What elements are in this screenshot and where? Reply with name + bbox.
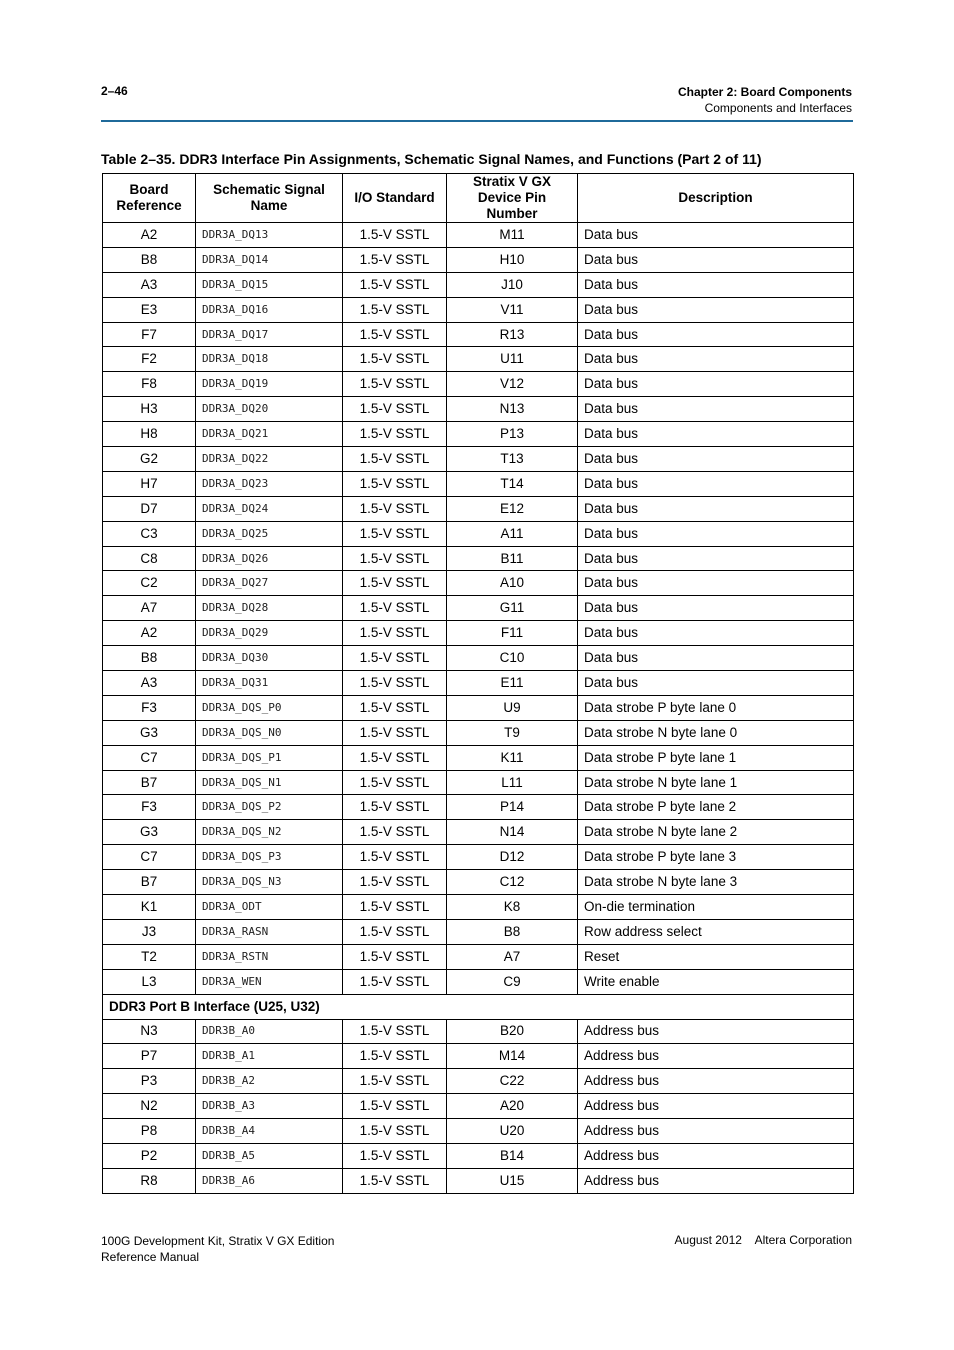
board-reference-cell: F7: [103, 322, 196, 347]
description-cell: Data bus: [578, 397, 854, 422]
signal-name-cell: DDR3A_DQ22: [196, 447, 343, 472]
table-row: [103, 347, 854, 372]
board-reference-cell: F3: [103, 795, 196, 820]
signal-name-cell: DDR3B_A4: [196, 1119, 343, 1144]
description-cell: Reset: [578, 944, 854, 969]
table-row: [103, 870, 854, 895]
port-b-section: [103, 994, 854, 1019]
device-pin-cell: P13: [447, 422, 578, 447]
device-pin-cell: C12: [447, 870, 578, 895]
page-number: 2–46: [101, 84, 128, 98]
table-row: [103, 471, 854, 496]
board-reference-cell: G3: [103, 820, 196, 845]
io-standard-cell: 1.5-V SSTL: [343, 1019, 447, 1044]
signal-name-cell: DDR3A_DQ15: [196, 272, 343, 297]
device-pin-cell: B14: [447, 1143, 578, 1168]
board-reference-cell: B7: [103, 870, 196, 895]
description-cell: Address bus: [578, 1044, 854, 1069]
signal-name-cell: DDR3A_DQ16: [196, 297, 343, 322]
column-header: Stratix V GX Device Pin Number: [447, 174, 578, 223]
description-cell: Write enable: [578, 969, 854, 994]
signal-name-cell: DDR3A_DQ28: [196, 596, 343, 621]
signal-name-cell: DDR3A_DQS_N1: [196, 770, 343, 795]
board-reference-cell: C2: [103, 571, 196, 596]
footer-date-company: August 2012 Altera Corporation: [674, 1233, 852, 1247]
device-pin-cell: G11: [447, 596, 578, 621]
io-standard-cell: 1.5-V SSTL: [343, 621, 447, 646]
signal-name-cell: DDR3A_DQ30: [196, 646, 343, 671]
io-standard-cell: 1.5-V SSTL: [343, 422, 447, 447]
signal-name-cell: DDR3A_RASN: [196, 919, 343, 944]
io-standard-cell: 1.5-V SSTL: [343, 1094, 447, 1119]
signal-name-cell: DDR3A_DQS_N3: [196, 870, 343, 895]
io-standard-cell: 1.5-V SSTL: [343, 596, 447, 621]
port-b-rows: [103, 1019, 854, 1193]
board-reference-cell: C3: [103, 521, 196, 546]
board-reference-cell: B8: [103, 247, 196, 272]
device-pin-cell: K8: [447, 895, 578, 920]
section-title: Components and Interfaces: [704, 101, 852, 115]
board-reference-cell: J3: [103, 919, 196, 944]
io-standard-cell: 1.5-V SSTL: [343, 247, 447, 272]
io-standard-cell: 1.5-V SSTL: [343, 347, 447, 372]
description-cell: Row address select: [578, 919, 854, 944]
board-reference-cell: H8: [103, 422, 196, 447]
description-cell: On-die termination: [578, 895, 854, 920]
device-pin-cell: A11: [447, 521, 578, 546]
device-pin-cell: M14: [447, 1044, 578, 1069]
chapter-title: Chapter 2: Board Components: [677, 85, 852, 99]
device-pin-cell: U15: [447, 1168, 578, 1193]
io-standard-cell: 1.5-V SSTL: [343, 397, 447, 422]
board-reference-cell: A2: [103, 621, 196, 646]
signal-name-cell: DDR3B_A6: [196, 1168, 343, 1193]
description-cell: Address bus: [578, 1119, 854, 1144]
signal-name-cell: DDR3B_A0: [196, 1019, 343, 1044]
signal-name-cell: DDR3A_DQ19: [196, 372, 343, 397]
description-cell: Data bus: [578, 546, 854, 571]
table-row: [103, 671, 854, 696]
port-a-rows: [103, 223, 854, 995]
device-pin-cell: U11: [447, 347, 578, 372]
description-cell: Data bus: [578, 347, 854, 372]
signal-name-cell: DDR3A_DQ24: [196, 496, 343, 521]
io-standard-cell: 1.5-V SSTL: [343, 521, 447, 546]
column-header: Schematic Signal Name: [196, 174, 343, 223]
table-row: [103, 1094, 854, 1119]
device-pin-cell: T9: [447, 720, 578, 745]
description-cell: Data bus: [578, 223, 854, 248]
signal-name-cell: DDR3A_DQS_P3: [196, 845, 343, 870]
io-standard-cell: 1.5-V SSTL: [343, 820, 447, 845]
table-row: [103, 546, 854, 571]
board-reference-cell: F8: [103, 372, 196, 397]
device-pin-cell: A10: [447, 571, 578, 596]
signal-name-cell: DDR3A_DQS_N0: [196, 720, 343, 745]
io-standard-cell: 1.5-V SSTL: [343, 272, 447, 297]
table-row: [103, 895, 854, 920]
board-reference-cell: B7: [103, 770, 196, 795]
table-row: [103, 1119, 854, 1144]
column-header: Description: [578, 174, 854, 223]
io-standard-cell: 1.5-V SSTL: [343, 944, 447, 969]
device-pin-cell: L11: [447, 770, 578, 795]
description-cell: Data strobe P byte lane 2: [578, 795, 854, 820]
signal-name-cell: DDR3A_DQ26: [196, 546, 343, 571]
device-pin-cell: R13: [447, 322, 578, 347]
description-cell: Data bus: [578, 422, 854, 447]
io-standard-cell: 1.5-V SSTL: [343, 1143, 447, 1168]
description-cell: Data strobe N byte lane 3: [578, 870, 854, 895]
io-standard-cell: 1.5-V SSTL: [343, 969, 447, 994]
signal-name-cell: DDR3B_A3: [196, 1094, 343, 1119]
description-cell: Data bus: [578, 621, 854, 646]
board-reference-cell: P3: [103, 1069, 196, 1094]
device-pin-cell: C10: [447, 646, 578, 671]
footer-doc: [101, 1233, 334, 1265]
device-pin-cell: K11: [447, 745, 578, 770]
table-row: [103, 795, 854, 820]
description-cell: Address bus: [578, 1069, 854, 1094]
description-cell: Data bus: [578, 297, 854, 322]
description-cell: Data bus: [578, 272, 854, 297]
device-pin-cell: V12: [447, 372, 578, 397]
table-row: [103, 223, 854, 248]
description-cell: Data bus: [578, 247, 854, 272]
description-cell: Address bus: [578, 1094, 854, 1119]
device-pin-cell: U20: [447, 1119, 578, 1144]
description-cell: Data strobe N byte lane 1: [578, 770, 854, 795]
board-reference-cell: L3: [103, 969, 196, 994]
io-standard-cell: 1.5-V SSTL: [343, 322, 447, 347]
board-reference-cell: C7: [103, 745, 196, 770]
io-standard-cell: 1.5-V SSTL: [343, 471, 447, 496]
table-row: [103, 447, 854, 472]
signal-name-cell: DDR3A_DQ25: [196, 521, 343, 546]
table-row: [103, 397, 854, 422]
board-reference-cell: G3: [103, 720, 196, 745]
device-pin-cell: F11: [447, 621, 578, 646]
signal-name-cell: DDR3A_RSTN: [196, 944, 343, 969]
description-cell: Data strobe N byte lane 0: [578, 720, 854, 745]
board-reference-cell: E3: [103, 297, 196, 322]
description-cell: Data strobe P byte lane 3: [578, 845, 854, 870]
device-pin-cell: E11: [447, 671, 578, 696]
signal-name-cell: DDR3A_DQ18: [196, 347, 343, 372]
device-pin-cell: C22: [447, 1069, 578, 1094]
description-cell: Data strobe N byte lane 2: [578, 820, 854, 845]
signal-name-cell: DDR3B_A2: [196, 1069, 343, 1094]
board-reference-cell: H3: [103, 397, 196, 422]
signal-name-cell: DDR3A_DQS_P0: [196, 695, 343, 720]
device-pin-cell: C9: [447, 969, 578, 994]
signal-name-cell: DDR3A_DQ13: [196, 223, 343, 248]
table-row: [103, 571, 854, 596]
column-header: Board Reference: [103, 174, 196, 223]
device-pin-cell: P14: [447, 795, 578, 820]
description-cell: Data bus: [578, 646, 854, 671]
io-standard-cell: 1.5-V SSTL: [343, 1069, 447, 1094]
footer-doc-subtitle: Reference Manual: [101, 1250, 200, 1264]
table-row: [103, 845, 854, 870]
io-standard-cell: 1.5-V SSTL: [343, 770, 447, 795]
table-row: [103, 1069, 854, 1094]
board-reference-cell: H7: [103, 471, 196, 496]
table-row: [103, 272, 854, 297]
board-reference-cell: R8: [103, 1168, 196, 1193]
board-reference-cell: C8: [103, 546, 196, 571]
io-standard-cell: 1.5-V SSTL: [343, 695, 447, 720]
signal-name-cell: DDR3A_DQ23: [196, 471, 343, 496]
signal-name-cell: DDR3A_DQS_P1: [196, 745, 343, 770]
io-standard-cell: 1.5-V SSTL: [343, 223, 447, 248]
table-row: [103, 621, 854, 646]
io-standard-cell: 1.5-V SSTL: [343, 671, 447, 696]
description-cell: Data strobe P byte lane 1: [578, 745, 854, 770]
device-pin-cell: A7: [447, 944, 578, 969]
io-standard-cell: 1.5-V SSTL: [343, 895, 447, 920]
description-cell: Address bus: [578, 1019, 854, 1044]
table-row: [103, 297, 854, 322]
table-row: [103, 820, 854, 845]
board-reference-cell: G2: [103, 447, 196, 472]
table-row: [103, 1019, 854, 1044]
device-pin-cell: V11: [447, 297, 578, 322]
io-standard-cell: 1.5-V SSTL: [343, 447, 447, 472]
table-row: [103, 745, 854, 770]
description-cell: Data bus: [578, 372, 854, 397]
device-pin-cell: U9: [447, 695, 578, 720]
table-row: [103, 720, 854, 745]
table-row: [103, 247, 854, 272]
io-standard-cell: 1.5-V SSTL: [343, 496, 447, 521]
board-reference-cell: D7: [103, 496, 196, 521]
board-reference-cell: A3: [103, 272, 196, 297]
board-reference-cell: T2: [103, 944, 196, 969]
device-pin-cell: H10: [447, 247, 578, 272]
signal-name-cell: DDR3A_DQ20: [196, 397, 343, 422]
table-row: [103, 496, 854, 521]
description-cell: Data bus: [578, 447, 854, 472]
table-row: [103, 969, 854, 994]
device-pin-cell: B20: [447, 1019, 578, 1044]
board-reference-cell: P7: [103, 1044, 196, 1069]
description-cell: Data bus: [578, 521, 854, 546]
header-rule: [101, 120, 853, 122]
board-reference-cell: A7: [103, 596, 196, 621]
device-pin-cell: A20: [447, 1094, 578, 1119]
io-standard-cell: 1.5-V SSTL: [343, 297, 447, 322]
signal-name-cell: DDR3A_DQ31: [196, 671, 343, 696]
table-header-row: [103, 174, 854, 223]
column-header: I/O Standard: [343, 174, 447, 223]
table-row: [103, 372, 854, 397]
signal-name-cell: DDR3A_DQS_N2: [196, 820, 343, 845]
section-title: DDR3 Port B Interface (U25, U32): [103, 994, 854, 1019]
table-row: [103, 695, 854, 720]
board-reference-cell: N2: [103, 1094, 196, 1119]
table-caption: Table 2–35. DDR3 Interface Pin Assignments, Schematic Signal Names, and Functions (Part 2 of 11): [101, 151, 762, 167]
io-standard-cell: 1.5-V SSTL: [343, 745, 447, 770]
description-cell: Address bus: [578, 1168, 854, 1193]
table-row: [103, 422, 854, 447]
description-cell: Data strobe P byte lane 0: [578, 695, 854, 720]
table-row: [103, 322, 854, 347]
description-cell: Data bus: [578, 671, 854, 696]
board-reference-cell: P2: [103, 1143, 196, 1168]
signal-name-cell: DDR3A_WEN: [196, 969, 343, 994]
device-pin-cell: T14: [447, 471, 578, 496]
signal-name-cell: DDR3A_DQ14: [196, 247, 343, 272]
io-standard-cell: 1.5-V SSTL: [343, 372, 447, 397]
device-pin-cell: B8: [447, 919, 578, 944]
table-row: [103, 1168, 854, 1193]
device-pin-cell: B11: [447, 546, 578, 571]
io-standard-cell: 1.5-V SSTL: [343, 795, 447, 820]
table-row: [103, 646, 854, 671]
signal-name-cell: DDR3A_DQ27: [196, 571, 343, 596]
io-standard-cell: 1.5-V SSTL: [343, 1044, 447, 1069]
device-pin-cell: M11: [447, 223, 578, 248]
board-reference-cell: F2: [103, 347, 196, 372]
device-pin-cell: E12: [447, 496, 578, 521]
signal-name-cell: DDR3A_DQS_P2: [196, 795, 343, 820]
device-pin-cell: T13: [447, 447, 578, 472]
io-standard-cell: 1.5-V SSTL: [343, 919, 447, 944]
board-reference-cell: A3: [103, 671, 196, 696]
signal-name-cell: DDR3A_DQ21: [196, 422, 343, 447]
device-pin-cell: J10: [447, 272, 578, 297]
io-standard-cell: 1.5-V SSTL: [343, 720, 447, 745]
description-cell: Data bus: [578, 571, 854, 596]
table-row: [103, 944, 854, 969]
section-row: [103, 994, 854, 1019]
device-pin-cell: N14: [447, 820, 578, 845]
table-row: [103, 1143, 854, 1168]
table-row: [103, 770, 854, 795]
board-reference-cell: B8: [103, 646, 196, 671]
board-reference-cell: C7: [103, 845, 196, 870]
signal-name-cell: DDR3A_ODT: [196, 895, 343, 920]
description-cell: Data bus: [578, 471, 854, 496]
signal-name-cell: DDR3A_DQ17: [196, 322, 343, 347]
board-reference-cell: K1: [103, 895, 196, 920]
description-cell: Data bus: [578, 496, 854, 521]
signal-name-cell: DDR3A_DQ29: [196, 621, 343, 646]
board-reference-cell: A2: [103, 223, 196, 248]
description-cell: Address bus: [578, 1143, 854, 1168]
board-reference-cell: N3: [103, 1019, 196, 1044]
board-reference-cell: F3: [103, 695, 196, 720]
board-reference-cell: P8: [103, 1119, 196, 1144]
running-header: [678, 84, 852, 116]
io-standard-cell: 1.5-V SSTL: [343, 571, 447, 596]
io-standard-cell: 1.5-V SSTL: [343, 1119, 447, 1144]
io-standard-cell: 1.5-V SSTL: [343, 845, 447, 870]
description-cell: Data bus: [578, 322, 854, 347]
pin-assignment-table: [102, 173, 854, 1194]
table-row: [103, 596, 854, 621]
table-row: [103, 919, 854, 944]
footer-doc-title: 100G Development Kit, Stratix V GX Edition: [101, 1234, 335, 1248]
io-standard-cell: 1.5-V SSTL: [343, 646, 447, 671]
device-pin-cell: N13: [447, 397, 578, 422]
description-cell: Data bus: [578, 596, 854, 621]
device-pin-cell: D12: [447, 845, 578, 870]
table-row: [103, 521, 854, 546]
io-standard-cell: 1.5-V SSTL: [343, 1168, 447, 1193]
io-standard-cell: 1.5-V SSTL: [343, 546, 447, 571]
table-row: [103, 1044, 854, 1069]
io-standard-cell: 1.5-V SSTL: [343, 870, 447, 895]
signal-name-cell: DDR3B_A5: [196, 1143, 343, 1168]
signal-name-cell: DDR3B_A1: [196, 1044, 343, 1069]
